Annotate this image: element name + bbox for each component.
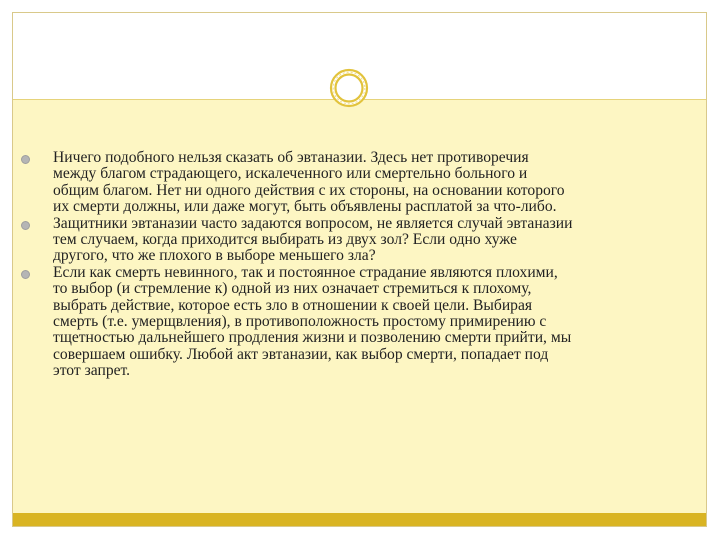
bullet-line: смерть (т.е. умерщвления), в противоположность простому примирению с (53, 313, 547, 331)
bullet-line: их смерти должны, или даже могут, быть объявлены расплатой за что-либо. (53, 198, 557, 216)
bullet-line: Ничего подобного нельзя сказать об эвтаназии. Здесь нет противоречия (53, 149, 529, 166)
bullet-line: общим благом. Нет ни одного действия с их стороны, на основании которого (53, 181, 565, 199)
list-item (21, 265, 689, 380)
bullet-line: выбрать действие, которое есть зло в отношении к своей цели. Выбирая (53, 296, 533, 314)
laurel-ring-icon (329, 68, 369, 108)
bullet-dot-icon (21, 221, 30, 230)
list-item (21, 150, 689, 216)
bullet-list (21, 150, 689, 380)
bullet-line: этот запрет. (53, 362, 131, 380)
footer-bar (13, 513, 706, 526)
bullet-line: то выбор (и стремление к) одной из них означает стремиться к плохому, (53, 280, 532, 298)
bullet-line: другого, что же плохого в выборе меньшего зла? (53, 247, 376, 265)
bullet-line: Защитники эвтаназии часто задаются вопросом, не является случай эвтаназии (53, 214, 573, 232)
bullet-line: тем случаем, когда приходится выбирать из двух зол? Если одно хуже (53, 231, 517, 249)
bullet-dot-icon (21, 155, 30, 164)
bullet-line: между благом страдающего, искалеченного или смертельно больного и (53, 165, 528, 183)
bullet-dot-icon (21, 270, 30, 279)
bullet-line: тщетностью дальнейшего продления жизни и позволению смерти прийти, мы (53, 329, 572, 347)
list-item (21, 216, 689, 265)
bullet-line: совершаем ошибку. Любой акт эвтаназии, как выбор смерти, попадает под (53, 345, 549, 363)
bullet-line: Если как смерть невинного, так и постоянное страдание являются плохими, (53, 263, 558, 281)
